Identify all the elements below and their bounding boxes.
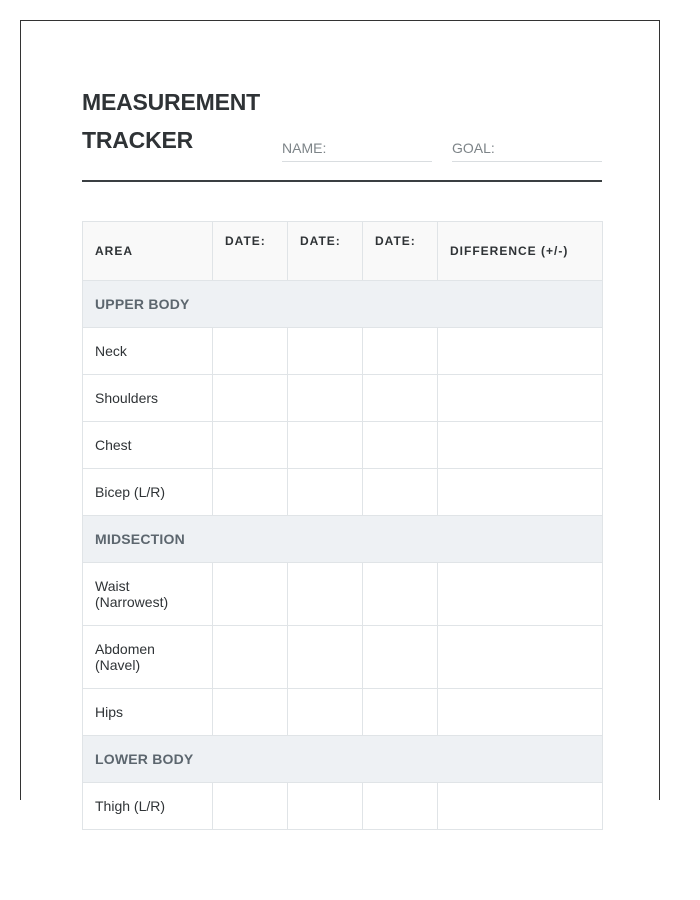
table-header-row bbox=[83, 222, 603, 281]
page-title bbox=[82, 83, 282, 159]
date-1-cell[interactable] bbox=[213, 469, 288, 516]
difference-cell[interactable] bbox=[438, 375, 603, 422]
area-label: Chest bbox=[83, 422, 213, 469]
title-line-2: TRACKER bbox=[82, 127, 194, 153]
table-row bbox=[83, 375, 603, 422]
column-header-date-1: DATE: bbox=[213, 222, 288, 281]
section-title: LOWER BODY bbox=[83, 736, 603, 783]
date-1-cell[interactable] bbox=[213, 422, 288, 469]
area-label: Bicep (L/R) bbox=[83, 469, 213, 516]
date-3-cell[interactable] bbox=[363, 469, 438, 516]
table-row bbox=[83, 783, 603, 830]
difference-cell[interactable] bbox=[438, 469, 603, 516]
title-line-1: MEASUREMENT bbox=[82, 89, 260, 115]
difference-cell[interactable] bbox=[438, 563, 603, 626]
difference-cell[interactable] bbox=[438, 783, 603, 830]
difference-cell[interactable] bbox=[438, 689, 603, 736]
section-row bbox=[83, 736, 603, 783]
section-row bbox=[83, 281, 603, 328]
table-body bbox=[83, 281, 603, 830]
date-1-cell[interactable] bbox=[213, 563, 288, 626]
date-2-cell[interactable] bbox=[288, 783, 363, 830]
table-row bbox=[83, 422, 603, 469]
column-header-date-2: DATE: bbox=[288, 222, 363, 281]
date-2-cell[interactable] bbox=[288, 469, 363, 516]
date-3-cell[interactable] bbox=[363, 328, 438, 375]
date-2-cell[interactable] bbox=[288, 626, 363, 689]
date-2-cell[interactable] bbox=[288, 328, 363, 375]
name-field[interactable] bbox=[282, 139, 432, 162]
section-title: UPPER BODY bbox=[83, 281, 603, 328]
date-2-cell[interactable] bbox=[288, 422, 363, 469]
section-row bbox=[83, 516, 603, 563]
date-3-cell[interactable] bbox=[363, 626, 438, 689]
goal-label: GOAL: bbox=[452, 140, 495, 156]
table-row bbox=[83, 469, 603, 516]
date-3-cell[interactable] bbox=[363, 783, 438, 830]
date-2-cell[interactable] bbox=[288, 689, 363, 736]
area-label: Waist (Narrowest) bbox=[83, 563, 213, 626]
date-1-cell[interactable] bbox=[213, 375, 288, 422]
date-2-cell[interactable] bbox=[288, 375, 363, 422]
date-1-cell[interactable] bbox=[213, 689, 288, 736]
date-3-cell[interactable] bbox=[363, 689, 438, 736]
area-label: Shoulders bbox=[83, 375, 213, 422]
area-label: Neck bbox=[83, 328, 213, 375]
area-label: Thigh (L/R) bbox=[83, 783, 213, 830]
table-row bbox=[83, 689, 603, 736]
table-row bbox=[83, 328, 603, 375]
date-1-cell[interactable] bbox=[213, 328, 288, 375]
document-page bbox=[20, 20, 660, 814]
date-3-cell[interactable] bbox=[363, 375, 438, 422]
difference-cell[interactable] bbox=[438, 626, 603, 689]
section-title: MIDSECTION bbox=[83, 516, 603, 563]
page-header bbox=[82, 83, 602, 182]
name-label: NAME: bbox=[282, 140, 327, 156]
column-header-date-3: DATE: bbox=[363, 222, 438, 281]
column-header-area: AREA bbox=[83, 222, 213, 281]
area-label: Abdomen (Navel) bbox=[83, 626, 213, 689]
measurement-table bbox=[82, 221, 603, 830]
table-row bbox=[83, 563, 603, 626]
table-row bbox=[83, 626, 603, 689]
date-3-cell[interactable] bbox=[363, 563, 438, 626]
goal-field[interactable] bbox=[452, 139, 602, 162]
date-3-cell[interactable] bbox=[363, 422, 438, 469]
difference-cell[interactable] bbox=[438, 328, 603, 375]
date-1-cell[interactable] bbox=[213, 626, 288, 689]
column-header-difference: DIFFERENCE (+/-) bbox=[438, 222, 603, 281]
date-2-cell[interactable] bbox=[288, 563, 363, 626]
area-label: Hips bbox=[83, 689, 213, 736]
date-1-cell[interactable] bbox=[213, 783, 288, 830]
difference-cell[interactable] bbox=[438, 422, 603, 469]
